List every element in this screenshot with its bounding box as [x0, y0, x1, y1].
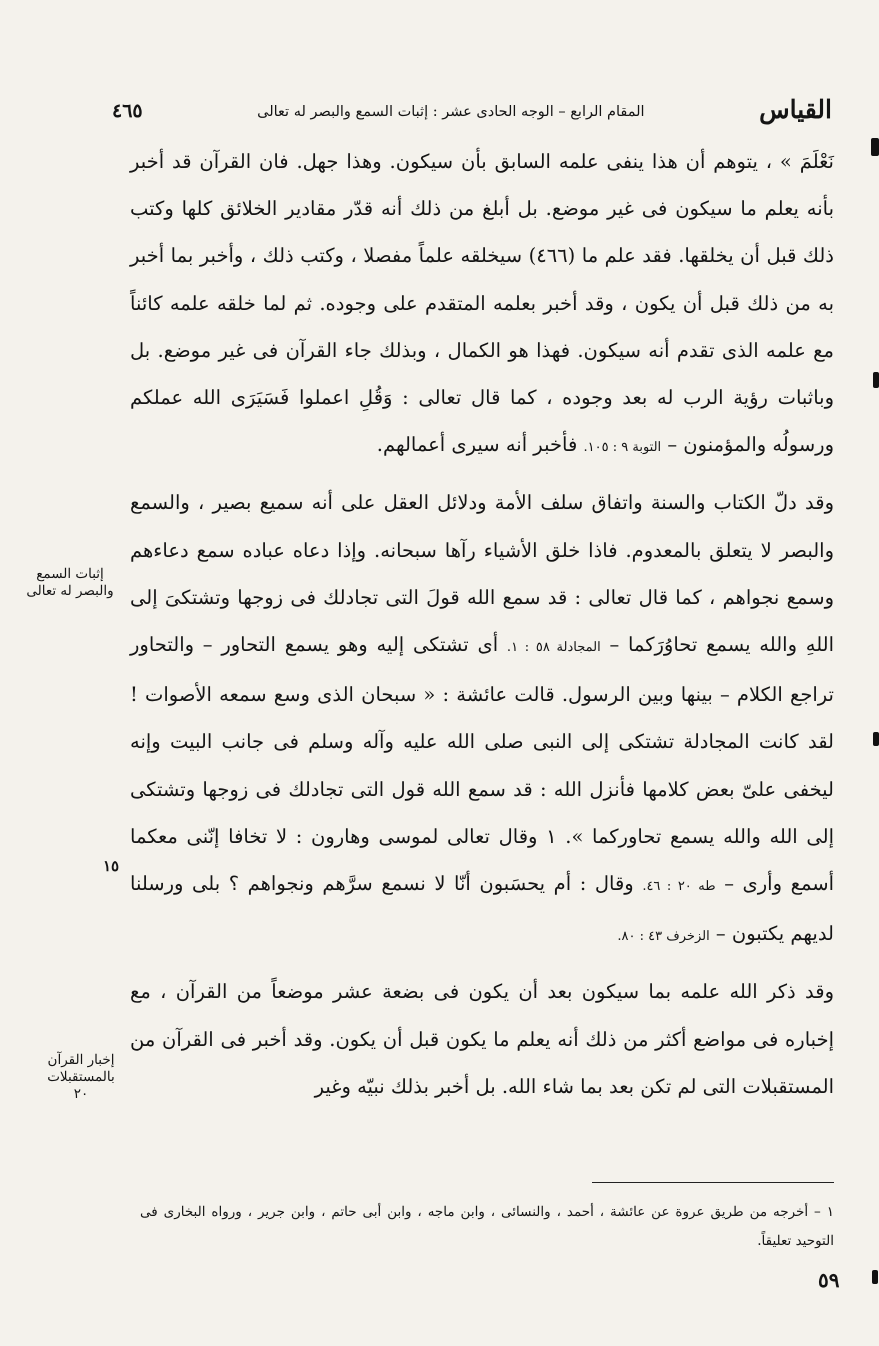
margin-mark	[872, 1270, 878, 1284]
signature-number: ٥٩	[818, 1268, 840, 1292]
side-note-2-text: إخبار القرآن بالمستقبلات	[47, 1052, 115, 1085]
side-note-future-events	[42, 1052, 120, 1103]
paragraph-1-text-after: فأخبر أنه سيرى أعمالهم.	[376, 433, 578, 457]
line-number-20: ٢٠	[73, 1086, 89, 1102]
main-text	[130, 138, 834, 1110]
line-number-15: ١٥	[103, 857, 120, 875]
page-number: ٤٦٥	[112, 100, 143, 122]
running-header	[112, 84, 832, 124]
margin-mark	[873, 732, 879, 746]
paragraph-1-text: نَعْلَمَ » ، يتوهم أن هذا ينفى علمه السابق بأن سيكون. وهذا جهل. فان القرآن قد أخبر بأنه يعلم ما سيكون فى غير موضع. بل أبلغ من ذلك أنه قدّر مقادير الخلائق كلها وكتب ذلك قبل أن يخلقها. فقد علم ما (٤٦٦) سيخلقه علماً مفصلا ، وكتب ذلك ، وأخبر بما أخبر به من ذلك قبل أن يكون ، وقد أخبر بعلمه المتقدم على وجوده. ثم لما خلقه علمه كائناً مع علمه الذى تقدم أنه سيكون. فهذا هو الكمال ، وبذلك جاء القرآن فى غير موضع. بل وباثبات رؤية الرب له بعد وجوده ، كما قال تعالى : وَقُلِ اعملوا فَسَيَرَى الله عملكم ورسولُه والمؤمنون –	[130, 150, 834, 457]
paragraph-2-text-after: أى تشتكى إليه وهو يسمع التحاور – والتحاور تراجع الكلام – بينها وبين الرسول. قالت عائشة : « سبحان الذى وسع سمعه الأصوات ! لقد كانت المجادلة تشتكى إلى النبى صلى الله عليه وآله وسلم فى جانب البيت وإنه ليخفى علىّ بعض كلامها فأنزل الله : قد سمع الله قول التى تجادلك فى زوجها وتشتكى إلى الله والله يسمع تحاوركما ». ١ وقال تعالى لموسى وهارون : لا تخافا إنّنى معكما أسمع وأرى –	[130, 633, 834, 896]
paragraph-2-text: وقد دلّ الكتاب والسنة واتفاق سلف الأمة ودلائل العقل على أنه سميع بصير ، والسمع والبصر لا يتعلق بالمعدوم. فاذا خلق الأشياء رآها سبحانه. وإذا دعاه عباده سمع دعاءهم وسمع نجواهم ، كما قال تعالى : قد سمع الله قولَ التى تجادلك فى زوجها وتشتكىَ إلى اللهِ والله يسمع تحاوُرَكما –	[130, 491, 835, 657]
footnote-text: ١ – أخرجه من طريق عروة عن عائشة ، أحمد ، والنسائى ، وابن ماجه ، وابن أبى حاتم ، وابن جرير ، ورواه البخارى فى التوحيد تعليقاً.	[140, 1204, 834, 1249]
verse-reference: الزخرف ٤٣ : ٨٠.	[617, 929, 710, 945]
margin-mark	[873, 372, 879, 388]
book-title: القياس	[759, 95, 832, 124]
paragraph-3	[130, 968, 834, 1110]
verse-reference: التوبة ٩ : ١٠٥.	[583, 440, 662, 456]
footnote-divider	[592, 1182, 834, 1183]
paragraph-2-text-after-2: وقال : أم يحسَبون أنّا لا نسمع سرَّهم ونجواهم ؟ بلى ورسلنا لديهم يكتبون –	[130, 872, 834, 946]
paragraph-3-text: وقد ذكر الله علمه بما سيكون بعد أن يكون فى بضعة عشر موضعاً من القرآن ، مع إخباره فى مواضع أكثر من ذلك أنه يعلم ما يكون قبل أن يكون. وقد أخبر فى القرآن من المستقبلات التى لم تكن بعد بما شاء الله. بل أخبر بذلك نبيّه وغير	[130, 980, 834, 1098]
section-title: المقام الرابع – الوجه الحادى عشر : إثبات السمع والبصر له تعالى	[257, 104, 645, 120]
verse-reference: المجادلة ٥٨ : ١.	[506, 640, 601, 656]
margin-mark	[871, 138, 879, 156]
paragraph-1	[130, 138, 834, 471]
side-note-hearing-sight: إثبات السمع والبصر له تعالى	[26, 566, 114, 599]
paragraph-2	[130, 479, 834, 960]
footnote	[140, 1198, 834, 1256]
verse-reference: طه ٢٠ : ٤٦.	[642, 879, 716, 895]
